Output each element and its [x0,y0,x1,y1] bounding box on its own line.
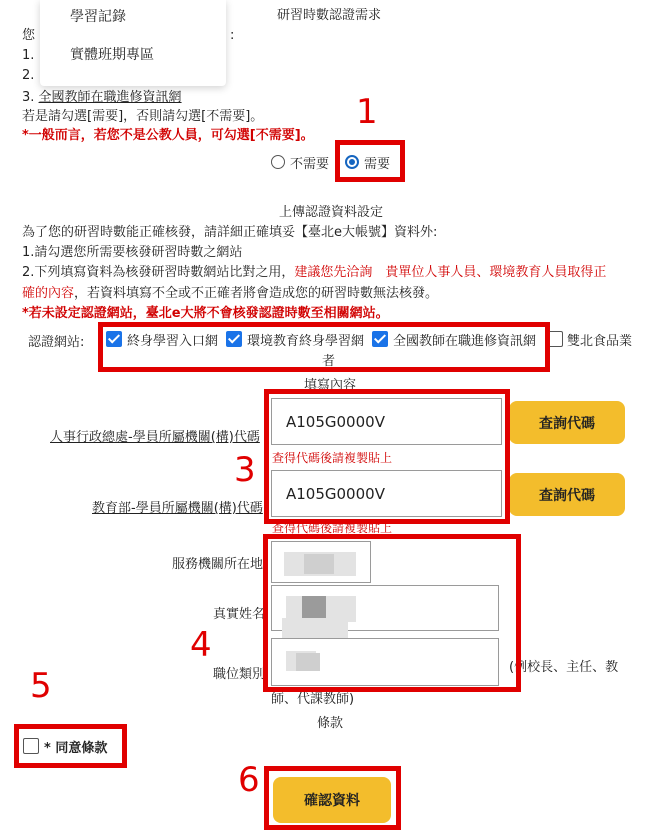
job-category-example: (例校長、主任、教 [509,660,619,675]
upload-desc-1: 為了您的研習時數能正確核發，請詳細正確填妥【臺北e大帳號】資料外: [22,225,438,240]
personnel-code-label: 人事行政總處-學員所屬機關(構)代碼 [50,430,260,445]
agree-terms-checkbox[interactable] [23,738,39,754]
upload-section-title: 上傳認證資料設定 [279,205,384,220]
location-label: 服務機關所在地 [172,557,264,572]
personnel-code-hint: 查得代碼後請複製貼上 [272,451,393,465]
confirm-data-button[interactable]: 確認資料 [273,777,391,823]
upload-warning: *若未設定認證網站，臺北e大將不會核發認證時數至相關網站。 [22,306,389,321]
site-label-environment-education: 環境教育終身學習網 [247,334,365,349]
annotation-number-6: 6 [238,760,260,800]
education-code-hint: 查得代碼後請複製貼上 [272,521,393,535]
job-category-label: 職位類別 [213,667,266,682]
site-label-food-industry: 雙北食品業 [567,334,633,349]
annotation-number-5: 5 [30,666,52,706]
teacher-site-link[interactable]: 全國教師在職進修資訊網 [38,90,182,105]
user-dropdown-menu [40,0,226,86]
menu-item-physical-classes[interactable]: 實體班期專區 [70,47,154,63]
radio-label-needed: 需要 [364,157,391,172]
job-category-example-2: 師、代課教師) [271,692,355,707]
intro-item-3: 3. 全國教師在職進修資訊網 [22,90,182,105]
intro-item-2: 2. [22,68,35,83]
radio-needed[interactable] [345,155,359,169]
annotation-box-4 [263,534,521,692]
intro-item-1: 1. [22,48,35,63]
annotation-box-2 [98,322,550,372]
upload-desc-2: 1.請勾選您所需要核發研習時數之網站 [22,245,243,260]
education-code-label: 教育部-學員所屬機關(構)代碼 [92,501,263,516]
annotation-number-4: 4 [190,625,212,665]
real-name-label: 真實姓名 [213,607,266,622]
radio-label-not-needed: 不需要 [290,157,330,172]
section-title: 研習時數認證需求 [277,8,382,23]
education-query-code-button[interactable]: 查詢代碼 [509,473,625,516]
annotation-number-1: 1 [356,92,378,132]
education-code-input[interactable]: A105G0000V [271,470,502,517]
intro-line: 您 : [22,28,235,43]
personnel-query-code-button[interactable]: 查詢代碼 [509,401,625,444]
site-label-wrap: 者 [322,354,336,369]
agree-terms-label[interactable]: * 同意條款 [44,741,108,756]
site-label-teacher-training: 全國教師在職進修資訊網 [393,334,537,349]
menu-item-learning-record[interactable]: 學習記錄 [70,9,126,25]
radio-not-needed[interactable] [271,155,285,169]
upload-desc-3: 2.下列填寫資料為核發研習時數網站比對之用，建議您先洽詢 貴單位人事人員、環境教育人員取得正 [22,265,607,280]
upload-desc-4: 確的內容，若資料填寫不全或不正確者將會造成您的研習時數無法核發。 [22,286,439,301]
site-label-lifelong-learning: 終身學習入口網 [127,334,219,349]
intro-instruction: 若是請勾選[需要]，否則請勾選[不需要]。 [22,109,264,124]
intro-warning: *一般而言，若您不是公教人員，可勾選[不需要]。 [22,128,314,143]
personnel-code-input[interactable]: A105G0000V [271,398,502,445]
form-column-header: 填寫內容 [304,378,357,393]
terms-title: 條款 [317,716,344,731]
sites-label: 認證網站: [28,335,85,350]
annotation-number-3: 3 [234,450,256,490]
